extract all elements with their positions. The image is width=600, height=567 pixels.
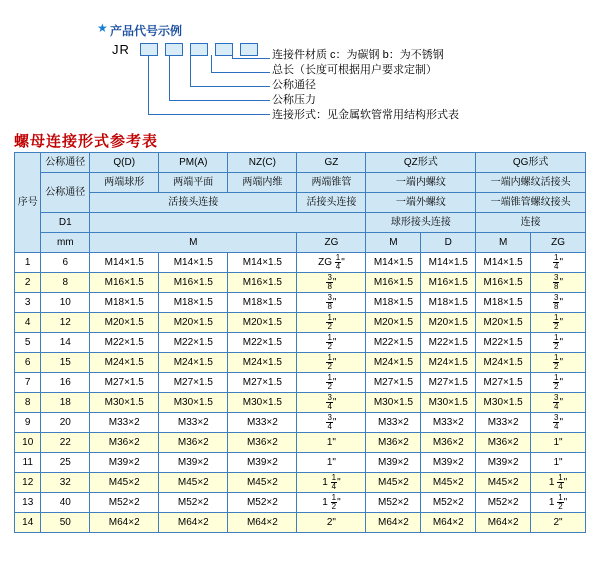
header-seq	[15, 153, 41, 253]
row-q: M16×1.5	[90, 273, 159, 293]
row-gz: $\frac{3}{8}$ "	[297, 273, 366, 293]
code-prefix: JR	[112, 42, 130, 57]
row-seq: 13	[15, 493, 41, 513]
row-qg-m: M16×1.5	[476, 273, 531, 293]
leader-line	[190, 86, 270, 87]
row-seq: 5	[15, 333, 41, 353]
row-nz: M45×2	[228, 473, 297, 493]
row-seq: 3	[15, 293, 41, 313]
row-dn: 20	[41, 413, 90, 433]
table-row	[15, 273, 586, 293]
row-q: M24×1.5	[90, 353, 159, 373]
header-thread-qz-d: D	[421, 233, 476, 253]
row-qg-m: M36×2	[476, 433, 531, 453]
row-gz: $\frac{1}{2}$ "	[297, 353, 366, 373]
table-row	[15, 453, 586, 473]
diagram-label-length: 总长（长度可根据用户要求定制）	[272, 64, 437, 76]
row-qg-zg: 1 $\frac{1}{2}$ "	[531, 493, 586, 513]
row-pm: M24×1.5	[159, 353, 228, 373]
row-qz-m: M36×2	[366, 433, 421, 453]
row-qg-zg: $\frac{3}{8}$ "	[531, 273, 586, 293]
row-nz: M27×1.5	[228, 373, 297, 393]
table-row	[15, 253, 586, 273]
header-seq-label: 序号	[17, 196, 38, 208]
row-gz: 1 $\frac{1}{4}$ "	[297, 473, 366, 493]
row-qg-zg: $\frac{1}{4}$ "	[531, 253, 586, 273]
table-header-row	[15, 153, 586, 173]
row-seq: 7	[15, 373, 41, 393]
leader-line	[169, 100, 270, 101]
row-pm: M22×1.5	[159, 333, 228, 353]
row-qg-zg: 1"	[531, 453, 586, 473]
row-dn: 8	[41, 273, 90, 293]
row-nz: M64×2	[228, 513, 297, 533]
row-pm: M30×1.5	[159, 393, 228, 413]
product-code-diagram	[0, 0, 600, 128]
row-nz: M18×1.5	[228, 293, 297, 313]
code-boxes	[140, 43, 262, 56]
row-qz-m: M30×1.5	[366, 393, 421, 413]
row-qz-m: M27×1.5	[366, 373, 421, 393]
leader-line	[148, 114, 270, 115]
row-q: M36×2	[90, 433, 159, 453]
row-pm: M52×2	[159, 493, 228, 513]
row-q: M64×2	[90, 513, 159, 533]
row-gz: 1 $\frac{1}{2}$ "	[297, 493, 366, 513]
header-join-qg: 连接	[476, 213, 586, 233]
star-icon: ★	[97, 21, 108, 35]
row-seq: 14	[15, 513, 41, 533]
row-pm: M45×2	[159, 473, 228, 493]
row-gz: 2"	[297, 513, 366, 533]
row-q: M22×1.5	[90, 333, 159, 353]
header-thread-qg-m: M	[476, 233, 531, 253]
header-group-code-gz: GZ	[297, 153, 366, 173]
row-nz: M22×1.5	[228, 333, 297, 353]
row-pm: M18×1.5	[159, 293, 228, 313]
row-qg-m: M27×1.5	[476, 373, 531, 393]
row-seq: 4	[15, 313, 41, 333]
row-qg-m: M14×1.5	[476, 253, 531, 273]
header-thread-zg: ZG	[297, 233, 366, 253]
row-dn: 50	[41, 513, 90, 533]
diagram-label-nominal-diameter: 公称通径	[272, 79, 316, 91]
row-qz-m: M24×1.5	[366, 353, 421, 373]
row-qz-d: M27×1.5	[421, 373, 476, 393]
row-nz: M16×1.5	[228, 273, 297, 293]
row-qg-zg: $\frac{3}{4}$ "	[531, 413, 586, 433]
row-pm: M20×1.5	[159, 313, 228, 333]
row-pm: M16×1.5	[159, 273, 228, 293]
row-qg-zg: $\frac{1}{2}$ "	[531, 333, 586, 353]
row-dn: 25	[41, 453, 90, 473]
leader-line	[232, 58, 270, 59]
header-dn: 公称通径	[41, 153, 90, 173]
row-qg-m: M39×2	[476, 453, 531, 473]
row-qz-d: M36×2	[421, 433, 476, 453]
row-qg-zg: $\frac{1}{2}$ "	[531, 373, 586, 393]
row-q: M30×1.5	[90, 393, 159, 413]
header-thread-m: M	[90, 233, 297, 253]
row-pm: M39×2	[159, 453, 228, 473]
row-qz-m: M52×2	[366, 493, 421, 513]
row-gz: ZG $\frac{1}{4}$ "	[297, 253, 366, 273]
row-dn: 12	[41, 313, 90, 333]
table-row	[15, 513, 586, 533]
row-nz: M14×1.5	[228, 253, 297, 273]
row-nz: M24×1.5	[228, 353, 297, 373]
row-qz-m: M33×2	[366, 413, 421, 433]
header-thread-qz-m: M	[366, 233, 421, 253]
header-type2-qg: 一端锥管螺纹接头	[476, 193, 586, 213]
row-qz-d: M64×2	[421, 513, 476, 533]
table-row	[15, 333, 586, 353]
row-qg-m: M64×2	[476, 513, 531, 533]
row-seq: 8	[15, 393, 41, 413]
header-type-gz: 两端锥管	[297, 173, 366, 193]
row-gz: $\frac{1}{2}$ "	[297, 333, 366, 353]
row-qg-m: M20×1.5	[476, 313, 531, 333]
row-qz-d: M22×1.5	[421, 333, 476, 353]
header-group-code-qz: QZ形式	[366, 153, 476, 173]
row-seq: 11	[15, 453, 41, 473]
diagram-label-material: 连接件材质 c：为碳钢 b：为不锈钢	[272, 49, 444, 61]
table-title: 螺母连接形式参考表	[14, 133, 159, 150]
table-row	[15, 433, 586, 453]
header-join-gz: 活接头连接	[297, 193, 366, 213]
row-qg-m: M22×1.5	[476, 333, 531, 353]
table-body	[15, 253, 586, 533]
row-qz-m: M14×1.5	[366, 253, 421, 273]
row-qg-m: M52×2	[476, 493, 531, 513]
row-qz-d: M33×2	[421, 413, 476, 433]
row-dn: 22	[41, 433, 90, 453]
row-pm: M64×2	[159, 513, 228, 533]
table-header-row	[15, 213, 586, 233]
header-type-nz: 两端内维	[228, 173, 297, 193]
leader-line	[211, 72, 270, 73]
row-dn: 32	[41, 473, 90, 493]
header-thread-qg-zg: ZG	[531, 233, 586, 253]
row-pm: M36×2	[159, 433, 228, 453]
diagram-labels	[272, 48, 459, 123]
nut-connection-table	[14, 152, 586, 533]
row-qz-m: M64×2	[366, 513, 421, 533]
header-type2-qz: 一端外螺纹	[366, 193, 476, 213]
row-seq: 1	[15, 253, 41, 273]
leader-line	[211, 55, 212, 72]
leader-line	[169, 55, 170, 100]
row-q: M52×2	[90, 493, 159, 513]
diagram-title: 产品代号示例	[110, 24, 183, 38]
header-dn-sub: D1	[41, 213, 90, 233]
header-join-qz: 球形接头连接	[366, 213, 476, 233]
row-pm: M14×1.5	[159, 253, 228, 273]
header-group-code-pm: PM(A)	[159, 153, 228, 173]
row-q: M33×2	[90, 413, 159, 433]
row-dn: 14	[41, 333, 90, 353]
row-dn: 6	[41, 253, 90, 273]
row-qz-d: M52×2	[421, 493, 476, 513]
code-box	[215, 43, 233, 56]
table-row	[15, 473, 586, 493]
header-spacer	[90, 213, 366, 233]
row-dn: 18	[41, 393, 90, 413]
row-gz: $\frac{3}{8}$ "	[297, 293, 366, 313]
header-dn-unit: mm	[41, 233, 90, 253]
row-qg-zg: $\frac{1}{2}$ "	[531, 353, 586, 373]
row-qz-d: M39×2	[421, 453, 476, 473]
row-gz: $\frac{1}{2}$ "	[297, 313, 366, 333]
row-qz-m: M16×1.5	[366, 273, 421, 293]
row-gz: 1"	[297, 433, 366, 453]
row-pm: M27×1.5	[159, 373, 228, 393]
row-pm: M33×2	[159, 413, 228, 433]
leader-line	[190, 55, 191, 86]
table-header-row	[15, 233, 586, 253]
row-nz: M33×2	[228, 413, 297, 433]
row-dn: 16	[41, 373, 90, 393]
row-dn: 15	[41, 353, 90, 373]
table-row	[15, 413, 586, 433]
row-seq: 12	[15, 473, 41, 493]
row-q: M39×2	[90, 453, 159, 473]
leader-line	[148, 55, 149, 115]
code-box	[190, 43, 208, 56]
row-qz-m: M20×1.5	[366, 313, 421, 333]
row-q: M20×1.5	[90, 313, 159, 333]
row-qg-zg: 1 $\frac{1}{4}$ "	[531, 473, 586, 493]
table-row	[15, 373, 586, 393]
row-qz-d: M16×1.5	[421, 273, 476, 293]
header-type-qg: 一端内螺纹活接头	[476, 173, 586, 193]
row-q: M14×1.5	[90, 253, 159, 273]
code-box	[240, 43, 258, 56]
table-row	[15, 313, 586, 333]
header-group-code-nz: NZ(C)	[228, 153, 297, 173]
row-qg-m: M24×1.5	[476, 353, 531, 373]
row-nz: M30×1.5	[228, 393, 297, 413]
header-type-qz: 一端内螺纹	[366, 173, 476, 193]
row-qg-m: M45×2	[476, 473, 531, 493]
row-qz-d: M20×1.5	[421, 313, 476, 333]
row-qz-m: M18×1.5	[366, 293, 421, 313]
row-q: M45×2	[90, 473, 159, 493]
row-seq: 9	[15, 413, 41, 433]
row-qz-d: M24×1.5	[421, 353, 476, 373]
row-dn: 10	[41, 293, 90, 313]
table-header-row	[15, 173, 586, 193]
row-dn: 40	[41, 493, 90, 513]
row-seq: 10	[15, 433, 41, 453]
row-qg-zg: $\frac{3}{4}$ "	[531, 393, 586, 413]
row-nz: M52×2	[228, 493, 297, 513]
row-qz-m: M39×2	[366, 453, 421, 473]
row-qg-zg: 1"	[531, 433, 586, 453]
row-qg-m: M30×1.5	[476, 393, 531, 413]
row-seq: 2	[15, 273, 41, 293]
row-gz: $\frac{3}{4}$ "	[297, 393, 366, 413]
table-row	[15, 493, 586, 513]
header-dn-sub2: 公称通径	[41, 173, 90, 213]
code-box	[140, 43, 158, 56]
row-gz: $\frac{1}{2}$ "	[297, 373, 366, 393]
header-type-pm: 两端平面	[159, 173, 228, 193]
row-qg-zg: $\frac{1}{2}$ "	[531, 313, 586, 333]
row-qz-m: M45×2	[366, 473, 421, 493]
row-nz: M39×2	[228, 453, 297, 473]
row-qg-m: M33×2	[476, 413, 531, 433]
row-qz-d: M30×1.5	[421, 393, 476, 413]
table-row	[15, 353, 586, 373]
table-header-row	[15, 193, 586, 213]
table-row	[15, 393, 586, 413]
row-qz-d: M18×1.5	[421, 293, 476, 313]
table-row	[15, 293, 586, 313]
diagram-label-nominal-pressure: 公称压力	[272, 94, 316, 106]
row-q: M27×1.5	[90, 373, 159, 393]
row-nz: M36×2	[228, 433, 297, 453]
row-qg-m: M18×1.5	[476, 293, 531, 313]
row-seq: 6	[15, 353, 41, 373]
row-qg-zg: $\frac{3}{8}$ "	[531, 293, 586, 313]
header-join-q: 活接头连接	[90, 193, 297, 213]
row-qz-d: M45×2	[421, 473, 476, 493]
row-gz: 1"	[297, 453, 366, 473]
header-group-code-q: Q(D)	[90, 153, 159, 173]
row-gz: $\frac{3}{4}$ "	[297, 413, 366, 433]
row-nz: M20×1.5	[228, 313, 297, 333]
header-group-code-qg: QG形式	[476, 153, 586, 173]
row-qg-zg: 2"	[531, 513, 586, 533]
row-qz-d: M14×1.5	[421, 253, 476, 273]
row-qz-m: M22×1.5	[366, 333, 421, 353]
diagram-label-connection-type: 连接形式：见金属软管常用结构形式表	[272, 109, 459, 121]
code-box	[165, 43, 183, 56]
row-q: M18×1.5	[90, 293, 159, 313]
header-type-q: 两端球形	[90, 173, 159, 193]
